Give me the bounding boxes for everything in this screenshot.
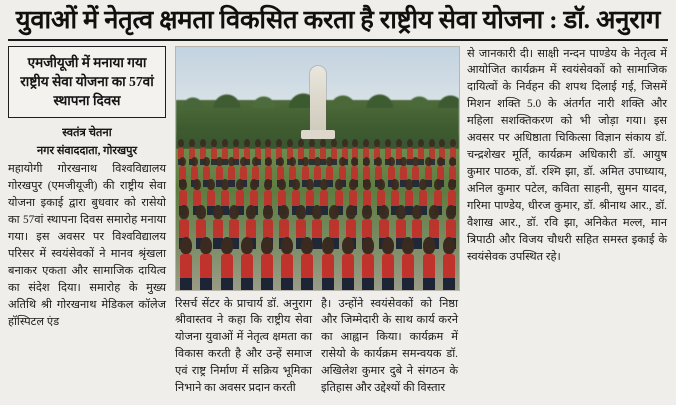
left-body-text [8, 161, 166, 330]
middle-subcolumns [175, 296, 458, 400]
photo-crowd-person [342, 237, 354, 291]
photo-crowd-person [301, 237, 313, 291]
photo-crowd-person [200, 237, 212, 291]
photo-crowd [176, 139, 459, 290]
headline-divider [8, 39, 668, 41]
middle-column [175, 46, 458, 398]
kicker-box [8, 46, 166, 119]
photo-crowd-person [221, 237, 233, 291]
photo-crowd-person [382, 237, 394, 291]
paragraph: से जानकारी दी। साक्षी नन्दन पाण्डेय के नेतृत्व में आयोजित कार्यक्रम में स्वयंसेवकों को सामाजिक दायित्वों के निर्वहन की शपथ दिलाई गई, जिसमें मिशन शक्ति 5.0 के अंतर्गत नारी शक्ति और महिला सशक्तिकरण को भी जोड़ा गया। इस अवसर पर अधिष्ठाता चिकित्सा विज्ञान संकाय डॉ. चन्द्रशेखर मूर्ति, कार्यक्रम अधिकारी डॉ. आयुष कुमार पाठक, डॉ. रश्मि झा, डॉ. अमित उपाध्याय, अनिल कुमार पटेल, कविता साहनी, सुमन यादव, गरिमा पाण्डेय, धीरज कुमार, डॉ. श्रीनाथ आर., डॉ. वैशाख आर., डॉ. रवि झा, अनिकेत मल्ल, मान त्रिपाठी और विजय चौधरी सहित समस्त इकाई के स्वयंसेवक उपस्थित रहे। [467, 47, 667, 263]
paragraph: रिसर्च सेंटर के प्राचार्य डॉ. अनुराग श्रीवास्तव ने कहा कि राष्ट्रीय सेवा योजना युवाओं में नेतृत्व क्षमता का विकास करती है और उन्हें समाज एवं राष्ट्र निर्माण में सक्रिय भूमिका निभाने का अवसर प्रदान करती [175, 297, 312, 395]
photo-crowd-person [241, 237, 253, 291]
left-column [8, 46, 166, 398]
right-body-text [467, 46, 667, 266]
photo-crowd-person [180, 237, 192, 291]
article-photo [175, 46, 460, 291]
photo-crowd-row [176, 237, 459, 291]
kicker-text: एमजीयूजी में मनाया गया राष्ट्रीय सेवा योजना का 57वां स्थापना दिवस [20, 54, 154, 109]
photo-crowd-person [423, 237, 435, 291]
photo-crowd-person [261, 237, 273, 291]
article-columns [8, 46, 668, 398]
paragraph: महायोगी गोरखनाथ विश्वविद्यालय गोरखपुर (एमजीयूजी) की राष्ट्रीय सेवा योजना इकाई द्वारा बुधवार को रासेयो का 57वां स्थापना दिवस समारोह मनाया गया। इस अवसर पर विश्वविद्यालय परिसर में स्वयंसेवकों ने मानव श्रृंखला बनाकर एकता और सामाजिक दायित्व का संदेश दिया। समारोह के मुख्य अतिथि श्री गोरखनाथ मेडिकल कॉलेज हॉस्पिटल एंड [8, 163, 166, 328]
photo-crowd-person [281, 237, 293, 291]
photo-crowd-person [362, 237, 374, 291]
middle-subcolumn-1 [175, 296, 312, 400]
photo-crowd-person [322, 237, 334, 291]
middle-subcolumn-2 [321, 296, 458, 400]
dateline: नगर संवाददाता, गोरखपुर [36, 145, 138, 158]
photo-crowd-person [402, 237, 414, 291]
page-title: युवाओं में नेतृत्व क्षमता विकसित करता है राष्ट्रीय सेवा योजना : डॉ. अनुराग [15, 5, 661, 34]
photo-monument [310, 66, 326, 132]
paragraph: है। उन्होंने स्वयंसेवकों को निष्ठा और जिम्मेदारी के साथ कार्य करने का आह्वान किया। कार्यक्रम में रासेयो के कार्यक्रम समन्वयक डॉ. अखिलेश कुमार दुबे ने संगठन के इतिहास और उद्देश्यों की विस्तार [321, 297, 458, 395]
byline: स्वतंत्र चेतना [62, 127, 112, 140]
right-column [467, 46, 667, 398]
photo-crowd-person [443, 237, 455, 291]
